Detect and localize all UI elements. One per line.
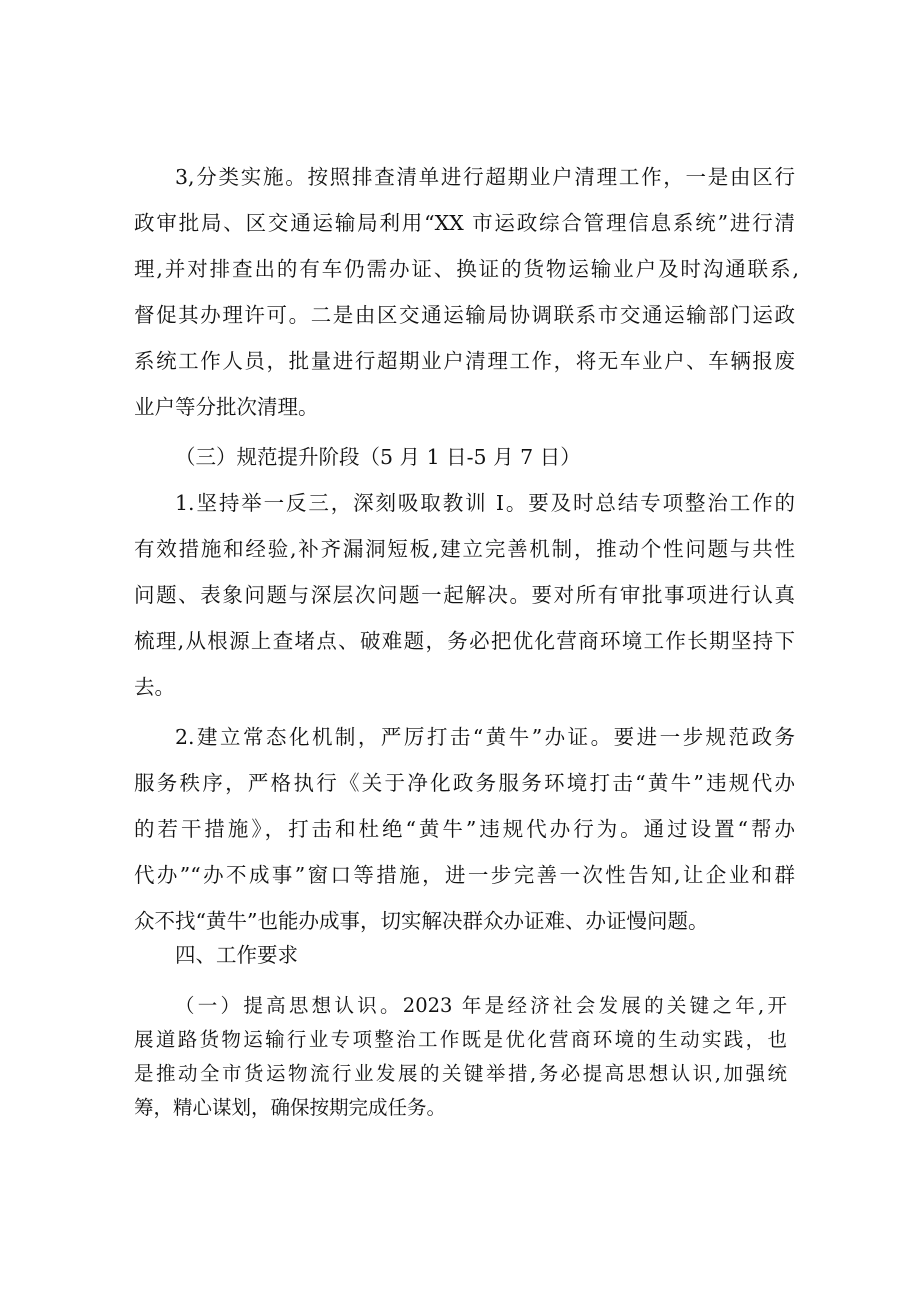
text-line: 业户等分批次清理。	[134, 395, 319, 419]
section-heading: （三）规范提升阶段（5 月 1 日-5 月 7 日）	[175, 445, 581, 469]
text-line: 筹，精心谋划，确保按期完成任务。	[134, 1096, 447, 1119]
text-line: 2.建立常态化机制，严厉打击“黄牛”办证。要进一步规范政务	[175, 725, 795, 749]
text-line: 众不找“黄牛”也能办成事，切实解决群众办证难、办证慢问题。	[134, 909, 709, 933]
text-line: 1.坚持举一反三，深刻吸取教训 I。要及时总结专项整治工作的	[175, 491, 795, 515]
text-line: 系统工作人员，批量进行超期业户清理工作，将无车业户、车辆报废	[134, 349, 795, 373]
text-line: 梳理,从根源上查堵点、破难题，务必把优化营商环境工作长期坚持下	[134, 629, 795, 653]
text-line: 督促其办理许可。二是由区交通运输局协调联系市交通运输部门运政	[134, 303, 795, 327]
text-line: 是推动全市货运物流行业发展的关键举措,务必提高思想认识,加强统	[134, 1062, 787, 1085]
text-line: 理,并对排查出的有车仍需办证、换证的货物运输业户及时沟通联系,	[134, 257, 799, 281]
text-line: 政审批局、区交通运输局利用“XX 市运政综合管理信息系统”进行清	[134, 211, 795, 235]
text-line: 服务秩序，严格执行《关于净化政务服务环境打击“黄牛”违规代办	[134, 771, 795, 795]
text-line: 代办”“办不成事”窗口等措施，进一步完善一次性告知,让企业和群	[134, 863, 795, 887]
text-line: 3,分类实施。按照排查清单进行超期业户清理工作，一是由区行	[175, 165, 795, 189]
text-line: 去。	[134, 675, 175, 699]
text-line: 展道路货物运输行业专项整治工作既是优化营商环境的生动实践，也	[134, 1028, 787, 1051]
section-heading: 四、工作要求	[175, 943, 298, 967]
text-line: 问题、表象问题与深层次问题一起解决。要对所有审批事项进行认真	[134, 583, 795, 607]
text-line: 的若干措施》，打击和杜绝“黄牛”违规代办行为。通过设置“帮办	[134, 817, 795, 841]
text-line: 有效措施和经验,补齐漏洞短板,建立完善机制，推动个性问题与共性	[134, 537, 795, 561]
text-line: （一）提高思想认识。2023 年是经济社会发展的关键之年,开	[175, 994, 787, 1017]
